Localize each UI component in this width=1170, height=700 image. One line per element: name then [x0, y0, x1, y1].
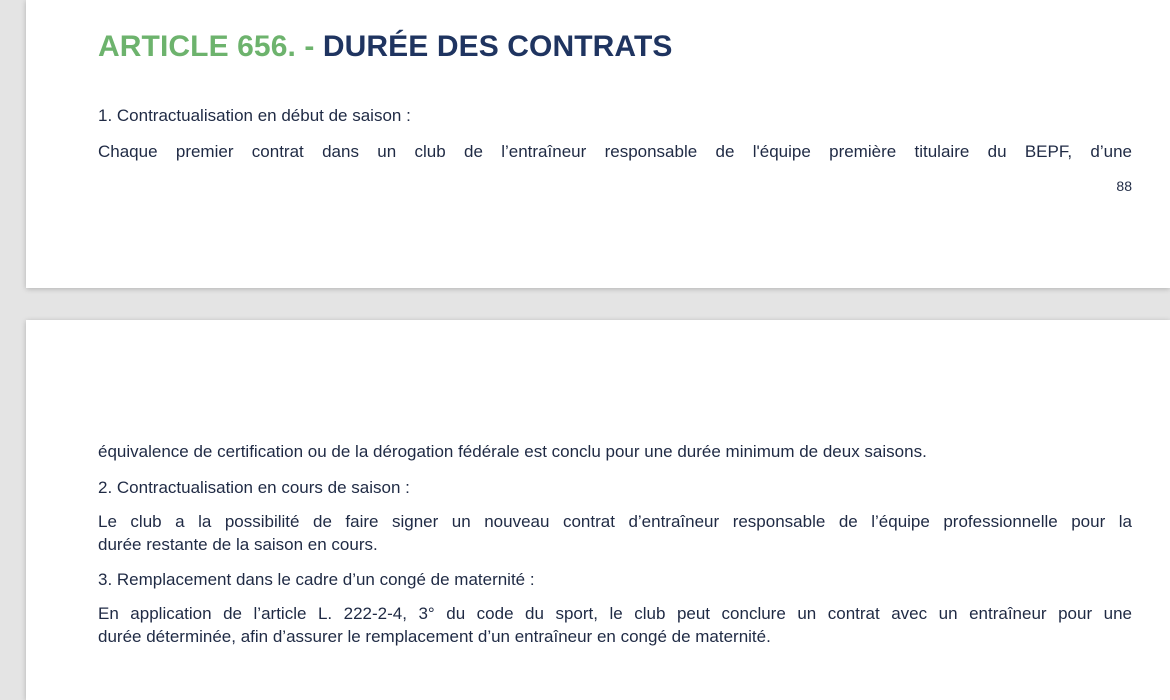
section3-paragraph — [98, 602, 1132, 648]
section3-paragraph-line: durée déterminée, afin d’assurer le remplacement d’un entraîneur en congé de maternité. — [98, 627, 771, 646]
section2-paragraph — [98, 510, 1132, 556]
section1-paragraph-end: équivalence de certification ou de la dérogation fédérale est conclu pour une durée minimum de deux saisons. — [98, 442, 927, 461]
section3-heading: 3. Remplacement dans le cadre d’un congé de maternité : — [98, 570, 535, 589]
section2-heading: 2. Contractualisation en cours de saison : — [98, 478, 410, 497]
article-title: DURÉE DES CONTRATS — [322, 30, 673, 63]
document-page-89 — [26, 320, 1170, 700]
section1-paragraph-start: Chaque premier contrat dans un club de l’entraîneur responsable de l'équipe première titulaire du BEPF, d’une — [98, 142, 1132, 161]
section2-paragraph-line: durée restante de la saison en cours. — [98, 535, 378, 554]
document-page-88 — [26, 0, 1170, 288]
article-number: ARTICLE 656. - — [98, 30, 315, 63]
page-number: 88 — [1116, 178, 1132, 194]
article-heading — [98, 30, 673, 64]
section2-paragraph-line: Le club a la possibilité de faire signer un nouveau contrat d’entraîneur responsable de l’équipe professionnelle pour la — [98, 512, 1132, 531]
section3-paragraph-line: En application de l’article L. 222-2-4, 3° du code du sport, le club peut conclure un contrat avec un entraîneur pour une — [98, 604, 1132, 623]
section1-heading: 1. Contractualisation en début de saison : — [98, 106, 411, 125]
